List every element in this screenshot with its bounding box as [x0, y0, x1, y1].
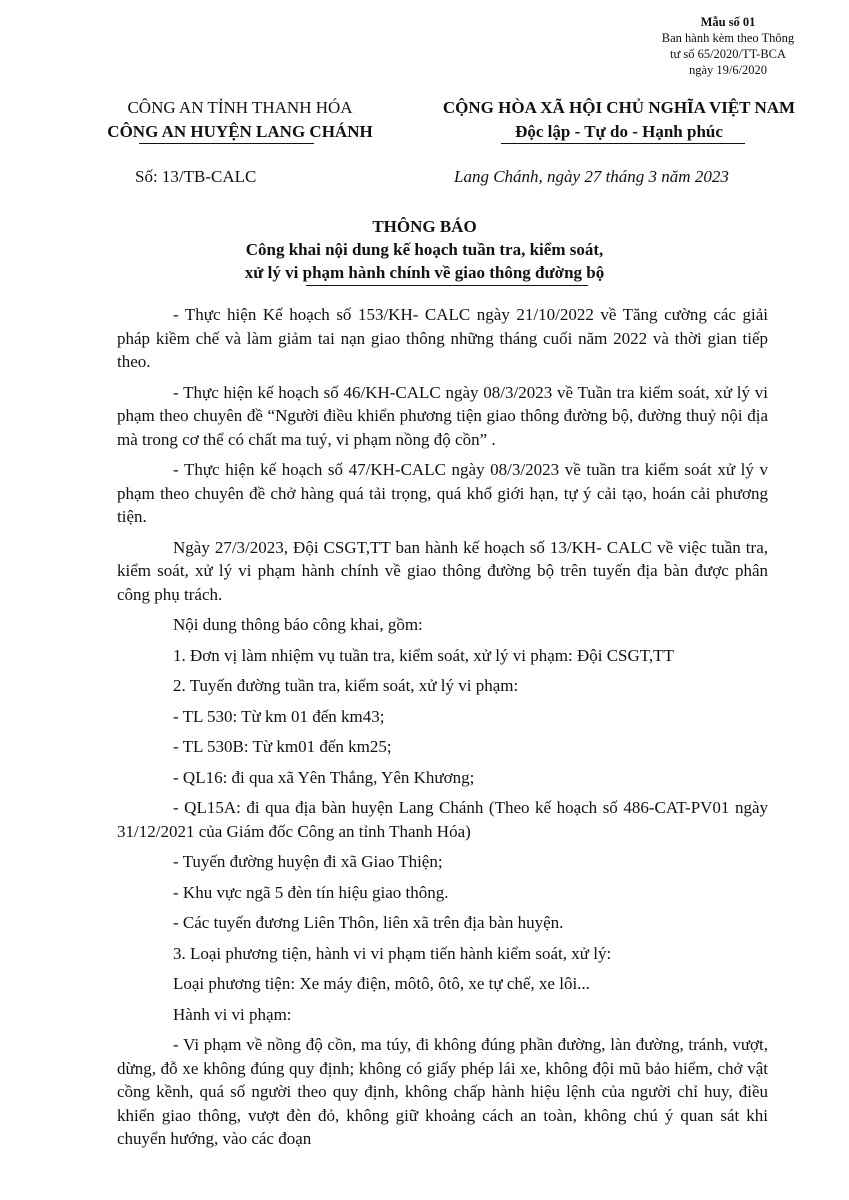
body-paragraph: - Thực hiện kế hoạch số 46/KH-CALC ngày 08/3/2023 về Tuần tra kiểm soát, xử lý vi phạm theo chuyên đề “Người điều khiển phương tiện giao thông đường bộ, đường thuỷ nội địa mà trong cơ thể có chất ma tuý, vi phạm nồng độ cồn” . — [117, 382, 768, 449]
body-paragraph: - Các tuyến đương Liên Thôn, liên xã trên địa bàn huyện. — [173, 913, 564, 932]
form-reference-line: tư số 65/2020/TT-BCA — [669, 47, 787, 61]
title-heading: THÔNG BÁO — [372, 217, 477, 236]
body-paragraph: - Khu vực ngã 5 đèn tín hiệu giao thông. — [173, 882, 449, 902]
body-paragraph: Loại phương tiện: Xe máy điện, môtô, ôtô, xe tự chế, xe lôi... — [173, 974, 590, 993]
national-motto: Độc lập - Tự do - Hạnh phúc — [515, 122, 723, 141]
form-reference-line: ngày 19/6/2020 — [688, 63, 768, 77]
document-date: Lang Chánh, ngày 27 tháng 3 năm 2023 — [454, 167, 729, 186]
body-paragraph: - TL 530: Từ km 01 đến km43; — [173, 706, 385, 726]
body-paragraph: - Thực hiện Kế hoạch số 153/KH- CALC ngày 21/10/2022 về Tăng cường các giải pháp kiềm chế và làm giảm tai nạn giao thông những tháng cuối năm 2022 và thời gian tiếp theo. — [117, 305, 768, 371]
body-paragraph: - QL16: đi qua xã Yên Thắng, Yên Khương; — [173, 767, 475, 787]
motto-underline — [501, 143, 745, 144]
body-paragraph: Ngày 27/3/2023, Đội CSGT,TT ban hành kế hoạch số 13/KH- CALC về việc tuần tra, kiểm soát, xử lý vi phạm hành chính về giao thông đường bộ trên tuyến địa bàn được phân công phụ trách. — [117, 537, 768, 604]
body-paragraph: 1. Đơn vị làm nhiệm vụ tuần tra, kiểm soát, xử lý vi phạm: Đội CSGT,TT — [173, 645, 674, 665]
document-title — [0, 215, 849, 284]
body-paragraph: - Thực hiện kế hoạch số 47/KH-CALC ngày 08/3/2023 về tuần tra kiểm soát xử lý v phạm theo chuyên đề chở hàng quá tải trọng, quá khổ giới hạn, tự ý cải tạo, hoán cải phương tiện. — [117, 460, 768, 526]
form-reference-box — [630, 14, 826, 78]
issuing-agency — [60, 96, 420, 144]
document-body — [117, 303, 768, 1151]
body-paragraph: - QL15A: đi qua địa bàn huyện Lang Chánh (Theo kế hoạch số 486-CAT-PV01 ngày 31/12/2021 của Giám đốc Công an tỉnh Thanh Hóa) — [117, 798, 768, 841]
body-paragraph: 3. Loại phương tiện, hành vi vi phạm tiến hành kiểm soát, xử lý: — [173, 943, 612, 963]
body-paragraph: - Vi phạm về nồng độ cồn, ma túy, đi không đúng phần đường, làn đường, tránh, vượt, dừng, đỗ xe không đúng quy định; không có giấy phép lái xe, không đội mũ bảo hiểm, chở vật cồng kềnh, quá số người theo quy định, không chấp hành hiệu lệnh của người chỉ huy, điều khiển giao thông, vượt đèn đỏ, không giữ khoảng cách an toàn, không chú ý quan sát khi chuyển hướng, vào các đoạn — [117, 1035, 768, 1148]
body-paragraph: Hành vi vi phạm: — [173, 1004, 292, 1024]
title-subject-line: Công khai nội dung kế hoạch tuần tra, kiểm soát, — [245, 240, 604, 259]
country-name: CỘNG HÒA XÃ HỘI CHỦ NGHĨA VIỆT NAM — [442, 98, 796, 117]
agency-name: CÔNG AN HUYỆN LANG CHÁNH — [107, 122, 373, 141]
agency-underline — [139, 143, 314, 144]
form-reference-line: Ban hành kèm theo Thông — [661, 31, 795, 45]
form-number: Mẫu số 01 — [700, 15, 756, 29]
title-subject-line: xử lý vi phạm hành chính về giao thông đường bộ — [244, 263, 605, 282]
body-paragraph: 2. Tuyến đường tuần tra, kiểm soát, xử lý vi phạm: — [173, 676, 519, 695]
national-header — [410, 96, 828, 144]
document-number: Số: 13/TB-CALC — [135, 167, 257, 186]
title-underline — [306, 285, 588, 286]
body-paragraph: - Tuyến đường huyện đi xã Giao Thiện; — [173, 852, 443, 871]
parent-agency: CÔNG AN TỈNH THANH HÓA — [127, 98, 353, 117]
body-paragraph: Nội dung thông báo công khai, gồm: — [173, 615, 423, 634]
body-paragraph: - TL 530B: Từ km01 đến km25; — [173, 737, 392, 756]
